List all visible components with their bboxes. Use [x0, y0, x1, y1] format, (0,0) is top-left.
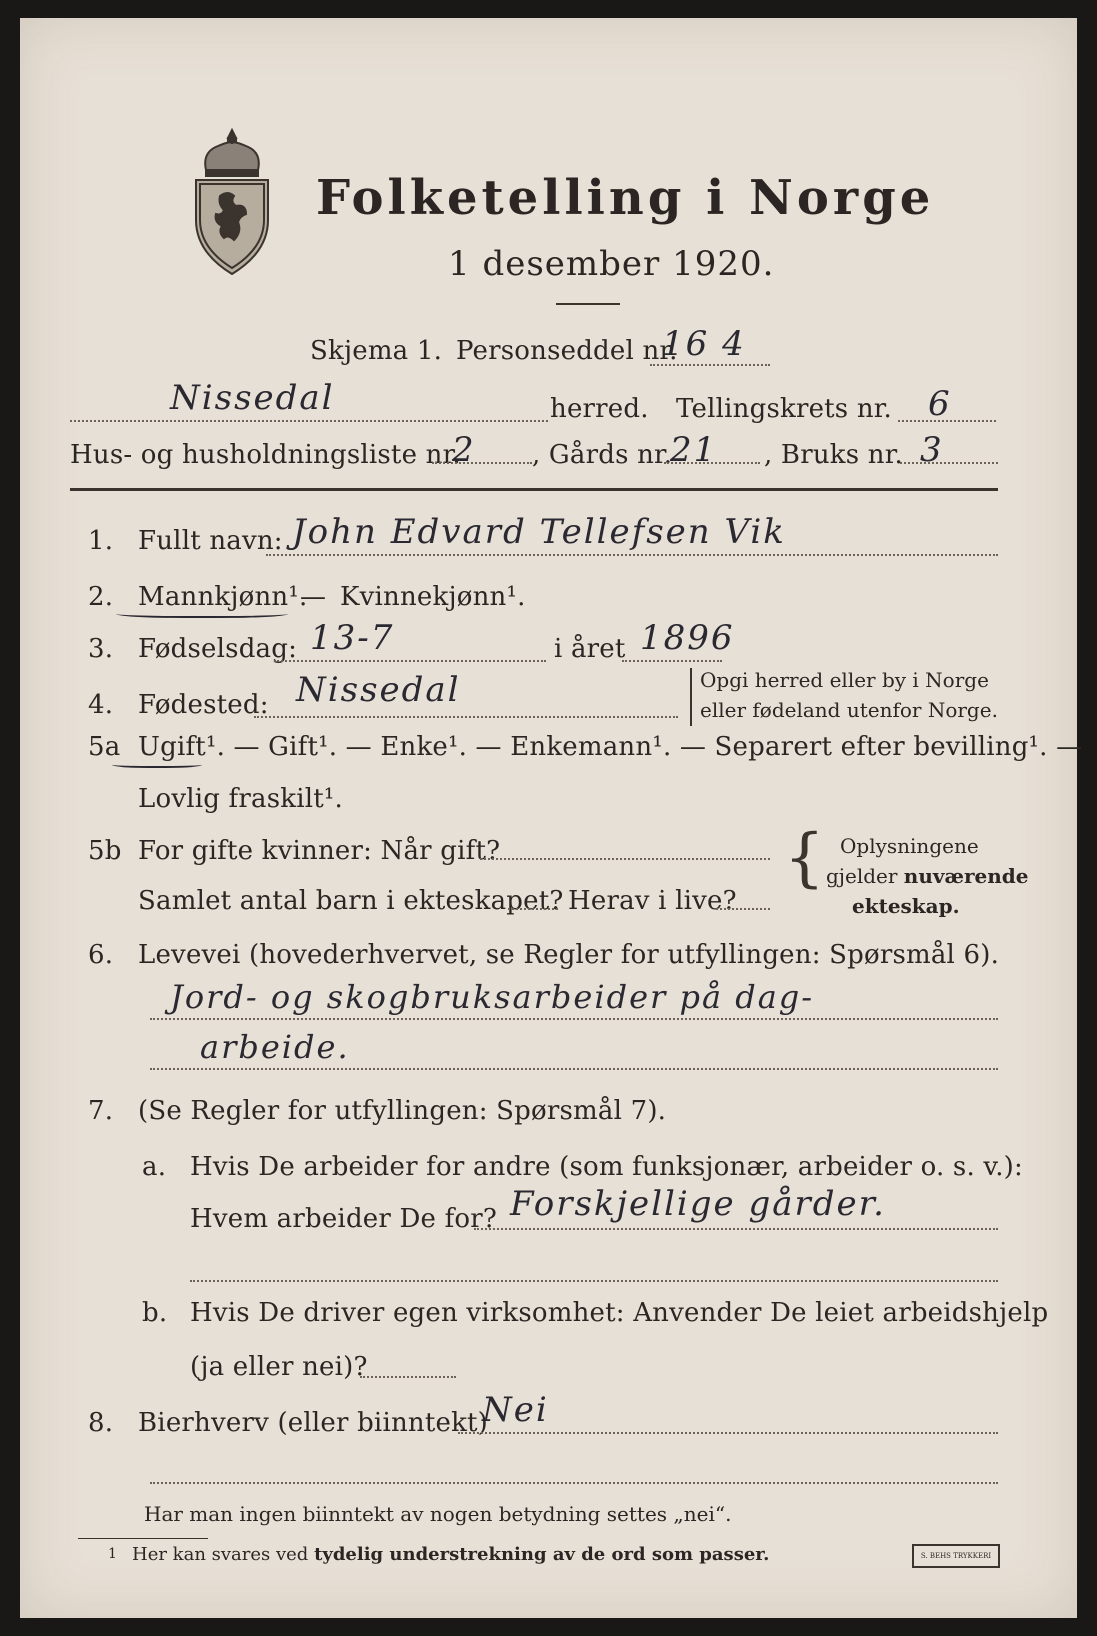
marital-status-options[interactable]: Ugift¹. — Gift¹. — Enke¹. — Enkemann¹. — Separert efter bevilling¹. — [138, 732, 1083, 762]
sex-female-option[interactable]: Kvinnekjønn¹. [340, 582, 526, 612]
children-total-label: Samlet antal barn i ekteskapet? [138, 886, 564, 916]
married-when-label: For gifte kvinner: Når gift? [138, 836, 501, 866]
personseddel-label: Personseddel nr. [456, 336, 678, 366]
q5a-number: 5a [88, 732, 121, 762]
q8-label: Bierhverv (eller biinntekt) [138, 1408, 489, 1438]
employer-value[interactable]: Forskjellige gårder. [510, 1184, 886, 1224]
footnote-text-a: Her kan svares ved [132, 1544, 309, 1565]
q4-label: Fødested: [138, 690, 269, 720]
hired-help-label: (ja eller nei)? [190, 1352, 368, 1382]
year-label: i året [554, 634, 626, 664]
q1-label: Fullt navn: [138, 526, 283, 556]
side-income-value[interactable]: Nei [482, 1390, 549, 1430]
hired-help-field[interactable] [360, 1376, 456, 1378]
q4-number: 4. [88, 690, 114, 720]
male-underline [116, 608, 288, 618]
coat-of-arms-icon [190, 126, 274, 278]
printer-stamp: S. BEHS TRYKKERI [912, 1544, 1000, 1568]
tellingskrets-label: Tellingskrets nr. [676, 394, 892, 424]
q2-dash: — [300, 582, 327, 612]
title-divider [556, 303, 620, 305]
marriage-note-2a: gjelder [826, 864, 898, 888]
birthdate-value[interactable]: 13-7 [310, 618, 395, 658]
hus-label: Hus- og husholdningsliste nr. [70, 440, 461, 470]
children-total-field[interactable] [508, 908, 558, 910]
q7-number: 7. [88, 1096, 114, 1126]
sex-male-option[interactable]: Mannkjønn¹. [138, 582, 308, 612]
employer-label: Hvem arbeider De for? [190, 1204, 498, 1234]
gards-value[interactable]: 21 [670, 430, 718, 470]
bruks-value[interactable]: 3 [920, 430, 944, 470]
occupation-value-1[interactable]: Jord- og skogbruksarbeider på dag- [170, 978, 815, 1016]
personseddel-value[interactable]: 16 4 [662, 324, 746, 364]
census-date: 1 desember 1920. [448, 244, 775, 284]
married-when-field[interactable] [480, 858, 770, 860]
full-name-value[interactable]: John Edvard Tellefsen Vik [292, 512, 786, 552]
q3-label: Fødselsdag: [138, 634, 298, 664]
herred-value[interactable]: Nissedal [170, 378, 335, 418]
q8-number: 8. [88, 1408, 114, 1438]
birth-year-value[interactable]: 1896 [640, 618, 735, 658]
hus-value[interactable]: 2 [452, 430, 476, 470]
q6-label: Levevei (hovederhvervet, se Regler for utfyllingen: Spørsmål 6). [138, 940, 1000, 970]
children-alive-label: Herav i live? [568, 886, 737, 916]
birthplace-note-1: Opgi herred eller by i Norge [700, 668, 989, 692]
schema-label: Skjema 1. [310, 336, 443, 366]
q2-number: 2. [88, 582, 114, 612]
birthplace-value[interactable]: Nissedal [296, 670, 461, 710]
q7a-letter: a. [142, 1152, 167, 1182]
q6-number: 6. [88, 940, 114, 970]
q5b-number: 5b [88, 836, 122, 866]
children-alive-field[interactable] [716, 908, 770, 910]
q7-label: (Se Regler for utfyllingen: Spørsmål 7). [138, 1096, 667, 1126]
marriage-note-1: Oplysningene [840, 834, 979, 858]
marital-status-divorced[interactable]: Lovlig fraskilt¹. [138, 784, 343, 814]
side-income-note: Har man ingen biinntekt av nogen betydning settes „nei“. [144, 1502, 732, 1526]
birthplace-note-2: eller fødeland utenfor Norge. [700, 698, 998, 722]
q3-number: 3. [88, 634, 114, 664]
q7b-question: Hvis De driver egen virksomhet: Anvender De leiet arbeidshjelp [190, 1298, 1049, 1328]
q1-number: 1. [88, 526, 114, 556]
footnote-text-b: tydelig understrekning av de ord som passer. [314, 1544, 770, 1565]
footnote-number: 1 [108, 1546, 117, 1562]
section-divider [70, 488, 998, 491]
gards-label: , Gårds nr. [532, 440, 673, 470]
census-form: Folketelling i Norge 1 desember 1920. Skjema 1. Personseddel nr. 16 4 Nissedal herred. Tellingskrets nr. 6 Hus- og husholdningsliste nr. 2 , Gårds nr. 21 , Bruks nr. 3 1. Fullt navn: John Edvard Tellefsen Vik 2. Mannkjønn¹. — Kvinnekjønn¹. 3. Fødselsdag: 13-7 i året 1896 4. Fødested: Nissedal Opgi herred eller by i Norge eller fødeland utenfor Norge. 5a Ugift¹. — Gift¹. — Enke¹. — Enkemann¹. — Separert efter bevilling¹. — Lovlig fraskilt¹. 5b For gifte kvinner: Når gift? Samlet antal barn i ekteskapet? Herav i live? { Oplysningene gjelder nuværende ekteskap. 6. Levevei (hovederhvervet, se Regler for utfyllingen: Spørsmål 6). Jord- og skogbruksarbeider på dag- arbeide. 7. (Se Regler for utfyllingen: Spørsmål 7). a. Hvis De arbeider for andre (som funksjonær, arbeider o. s. v.): Hvem arbeider De for? Forskjellige gårder. b. Hvis De driver egen virksomhet: Anvender De leiet arbeidshjelp (ja eller nei)? 8. Bierhverv (eller biinntekt) Nei Har man ingen biinntekt av nogen betydning settes „nei“. 1 Her kan svares ved tydelig understrekning av de ord som passer. S. BEHS TRYKKERI [20, 18, 1077, 1618]
occupation-value-2[interactable]: arbeide. [200, 1028, 350, 1066]
form-title: Folketelling i Norge [316, 170, 935, 226]
tellingskrets-value[interactable]: 6 [928, 384, 952, 424]
bruks-label: , Bruks nr. [764, 440, 903, 470]
herred-label: herred. [550, 394, 649, 424]
q7b-letter: b. [142, 1298, 168, 1328]
marriage-note-3: ekteskap. [852, 894, 960, 918]
q7a-question: Hvis De arbeider for andre (som funksjonær, arbeider o. s. v.): [190, 1152, 1023, 1182]
marriage-note-2b: nuværende [903, 864, 1029, 888]
